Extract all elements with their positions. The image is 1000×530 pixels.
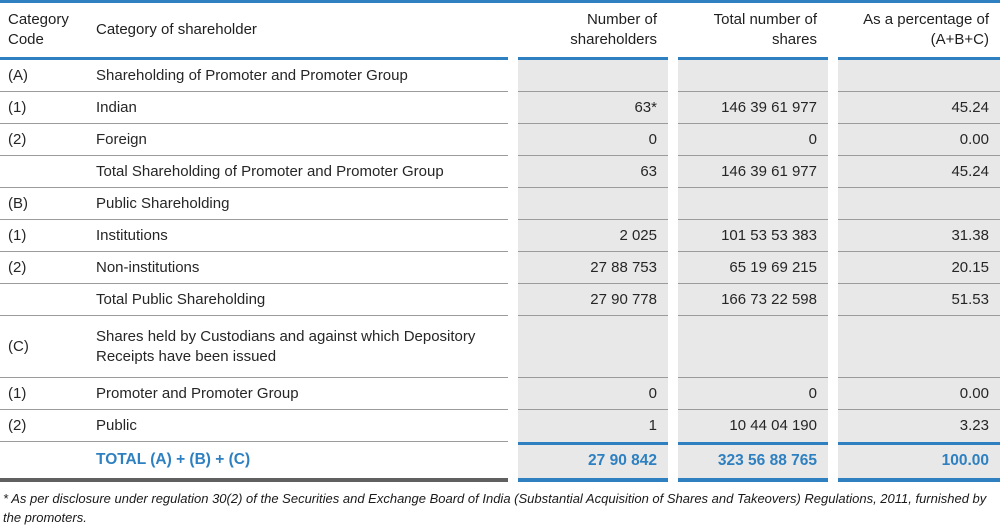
column-gutter <box>668 284 678 316</box>
cell-total-number-of-shares <box>678 188 828 220</box>
cell-total-number-of-shares: 101 53 53 383 <box>678 220 828 252</box>
column-gutter <box>828 410 838 442</box>
cell-percentage <box>838 188 1000 220</box>
cell-percentage: 31.38 <box>838 220 1000 252</box>
column-gutter <box>508 92 518 124</box>
cell-number-of-shareholders: 0 <box>518 124 668 156</box>
cell-total-number-of-shares <box>678 60 828 92</box>
column-gutter <box>828 3 838 57</box>
header-percentage-of-abc: As a percentage of (A+B+C) <box>838 3 1000 57</box>
column-gutter <box>668 442 678 478</box>
column-gutter <box>828 378 838 410</box>
cell-percentage: 0.00 <box>838 378 1000 410</box>
column-gutter <box>668 60 678 92</box>
cell-percentage: 20.15 <box>838 252 1000 284</box>
cell-number-of-shareholders <box>518 316 668 378</box>
column-gutter <box>668 316 678 378</box>
cell-category-of-shareholder: Shares held by Custodians and against which Depository Receipts have been issued <box>90 316 508 378</box>
column-gutter <box>828 156 838 188</box>
column-gutter <box>508 478 518 482</box>
column-gutter <box>828 252 838 284</box>
cell-total-number-of-shares: 10 44 04 190 <box>678 410 828 442</box>
cell-category-of-shareholder: Foreign <box>90 124 508 156</box>
cell-total-number-of-shares: 0 <box>678 124 828 156</box>
header-number-of-shareholders: Number of shareholders <box>518 3 668 57</box>
cell-total-number-of-shares: 323 56 88 765 <box>678 442 828 478</box>
cell-total-number-of-shares: 65 19 69 215 <box>678 252 828 284</box>
bottom-rule-blue-segment <box>678 478 828 482</box>
cell-category-code: (1) <box>0 378 90 410</box>
cell-category-code: (B) <box>0 188 90 220</box>
cell-category-code: (2) <box>0 252 90 284</box>
column-gutter <box>668 156 678 188</box>
cell-category-code: (A) <box>0 60 90 92</box>
column-gutter <box>508 284 518 316</box>
column-gutter <box>508 188 518 220</box>
cell-category-of-shareholder: Total Public Shareholding <box>90 284 508 316</box>
column-gutter <box>668 3 678 57</box>
column-gutter <box>508 378 518 410</box>
cell-total-number-of-shares <box>678 316 828 378</box>
cell-number-of-shareholders: 63* <box>518 92 668 124</box>
column-gutter <box>508 220 518 252</box>
cell-percentage: 3.23 <box>838 410 1000 442</box>
column-gutter <box>508 156 518 188</box>
cell-category-of-shareholder: Public Shareholding <box>90 188 508 220</box>
cell-number-of-shareholders: 1 <box>518 410 668 442</box>
cell-category-of-shareholder: Promoter and Promoter Group <box>90 378 508 410</box>
cell-category-code: (C) <box>0 316 90 378</box>
column-gutter <box>508 3 518 57</box>
cell-category-code: (2) <box>0 124 90 156</box>
cell-percentage: 45.24 <box>838 92 1000 124</box>
column-gutter <box>668 220 678 252</box>
footnote: * As per disclosure under regulation 30(2) of the Securities and Exchange Board of India (Substantial Acquisition of Shares and Takeovers) Regulations, 2011, furnished by the promoters. <box>3 491 987 525</box>
cell-percentage: 51.53 <box>838 284 1000 316</box>
cell-number-of-shareholders: 27 88 753 <box>518 252 668 284</box>
cell-percentage: 100.00 <box>838 442 1000 478</box>
header-total-number-of-shares: Total number of shares <box>678 3 828 57</box>
column-gutter <box>508 316 518 378</box>
cell-category-code <box>0 442 90 478</box>
column-gutter <box>668 124 678 156</box>
table-bottom-rule <box>0 478 1000 482</box>
header-category-code: Category Code <box>0 3 90 57</box>
header-category-of-shareholder: Category of shareholder <box>90 3 508 57</box>
cell-number-of-shareholders: 27 90 842 <box>518 442 668 478</box>
cell-category-code: (1) <box>0 220 90 252</box>
cell-category-code: (2) <box>0 410 90 442</box>
column-gutter <box>828 316 838 378</box>
cell-category-of-shareholder: Shareholding of Promoter and Promoter Group <box>90 60 508 92</box>
cell-category-of-shareholder: Total Shareholding of Promoter and Promoter Group <box>90 156 508 188</box>
cell-category-code <box>0 284 90 316</box>
column-gutter <box>508 410 518 442</box>
cell-total-number-of-shares: 0 <box>678 378 828 410</box>
column-gutter <box>668 252 678 284</box>
cell-number-of-shareholders: 2 025 <box>518 220 668 252</box>
column-gutter <box>828 188 838 220</box>
column-gutter <box>828 442 838 478</box>
column-gutter <box>508 442 518 478</box>
column-gutter <box>828 220 838 252</box>
column-gutter <box>828 60 838 92</box>
column-gutter <box>508 252 518 284</box>
cell-percentage <box>838 316 1000 378</box>
cell-category-of-shareholder: Public <box>90 410 508 442</box>
cell-category-of-shareholder: TOTAL (A) + (B) + (C) <box>90 442 508 478</box>
cell-percentage <box>838 60 1000 92</box>
column-gutter <box>668 410 678 442</box>
column-gutter <box>668 378 678 410</box>
column-gutter <box>668 188 678 220</box>
bottom-rule-dark-segment <box>0 478 508 482</box>
column-gutter <box>828 478 838 482</box>
cell-percentage: 0.00 <box>838 124 1000 156</box>
cell-category-of-shareholder: Non-institutions <box>90 252 508 284</box>
cell-total-number-of-shares: 146 39 61 977 <box>678 156 828 188</box>
cell-percentage: 45.24 <box>838 156 1000 188</box>
cell-category-code <box>0 156 90 188</box>
cell-total-number-of-shares: 146 39 61 977 <box>678 92 828 124</box>
column-gutter <box>508 60 518 92</box>
column-gutter <box>828 124 838 156</box>
cell-number-of-shareholders <box>518 188 668 220</box>
cell-category-of-shareholder: Indian <box>90 92 508 124</box>
bottom-rule-blue-segment <box>518 478 668 482</box>
cell-category-of-shareholder: Institutions <box>90 220 508 252</box>
cell-number-of-shareholders: 0 <box>518 378 668 410</box>
column-gutter <box>828 92 838 124</box>
cell-category-code: (1) <box>0 92 90 124</box>
column-gutter <box>668 478 678 482</box>
cell-total-number-of-shares: 166 73 22 598 <box>678 284 828 316</box>
cell-number-of-shareholders: 63 <box>518 156 668 188</box>
column-gutter <box>668 92 678 124</box>
column-gutter <box>508 124 518 156</box>
column-gutter <box>828 284 838 316</box>
cell-number-of-shareholders: 27 90 778 <box>518 284 668 316</box>
cell-number-of-shareholders <box>518 60 668 92</box>
bottom-rule-blue-segment <box>838 478 1000 482</box>
